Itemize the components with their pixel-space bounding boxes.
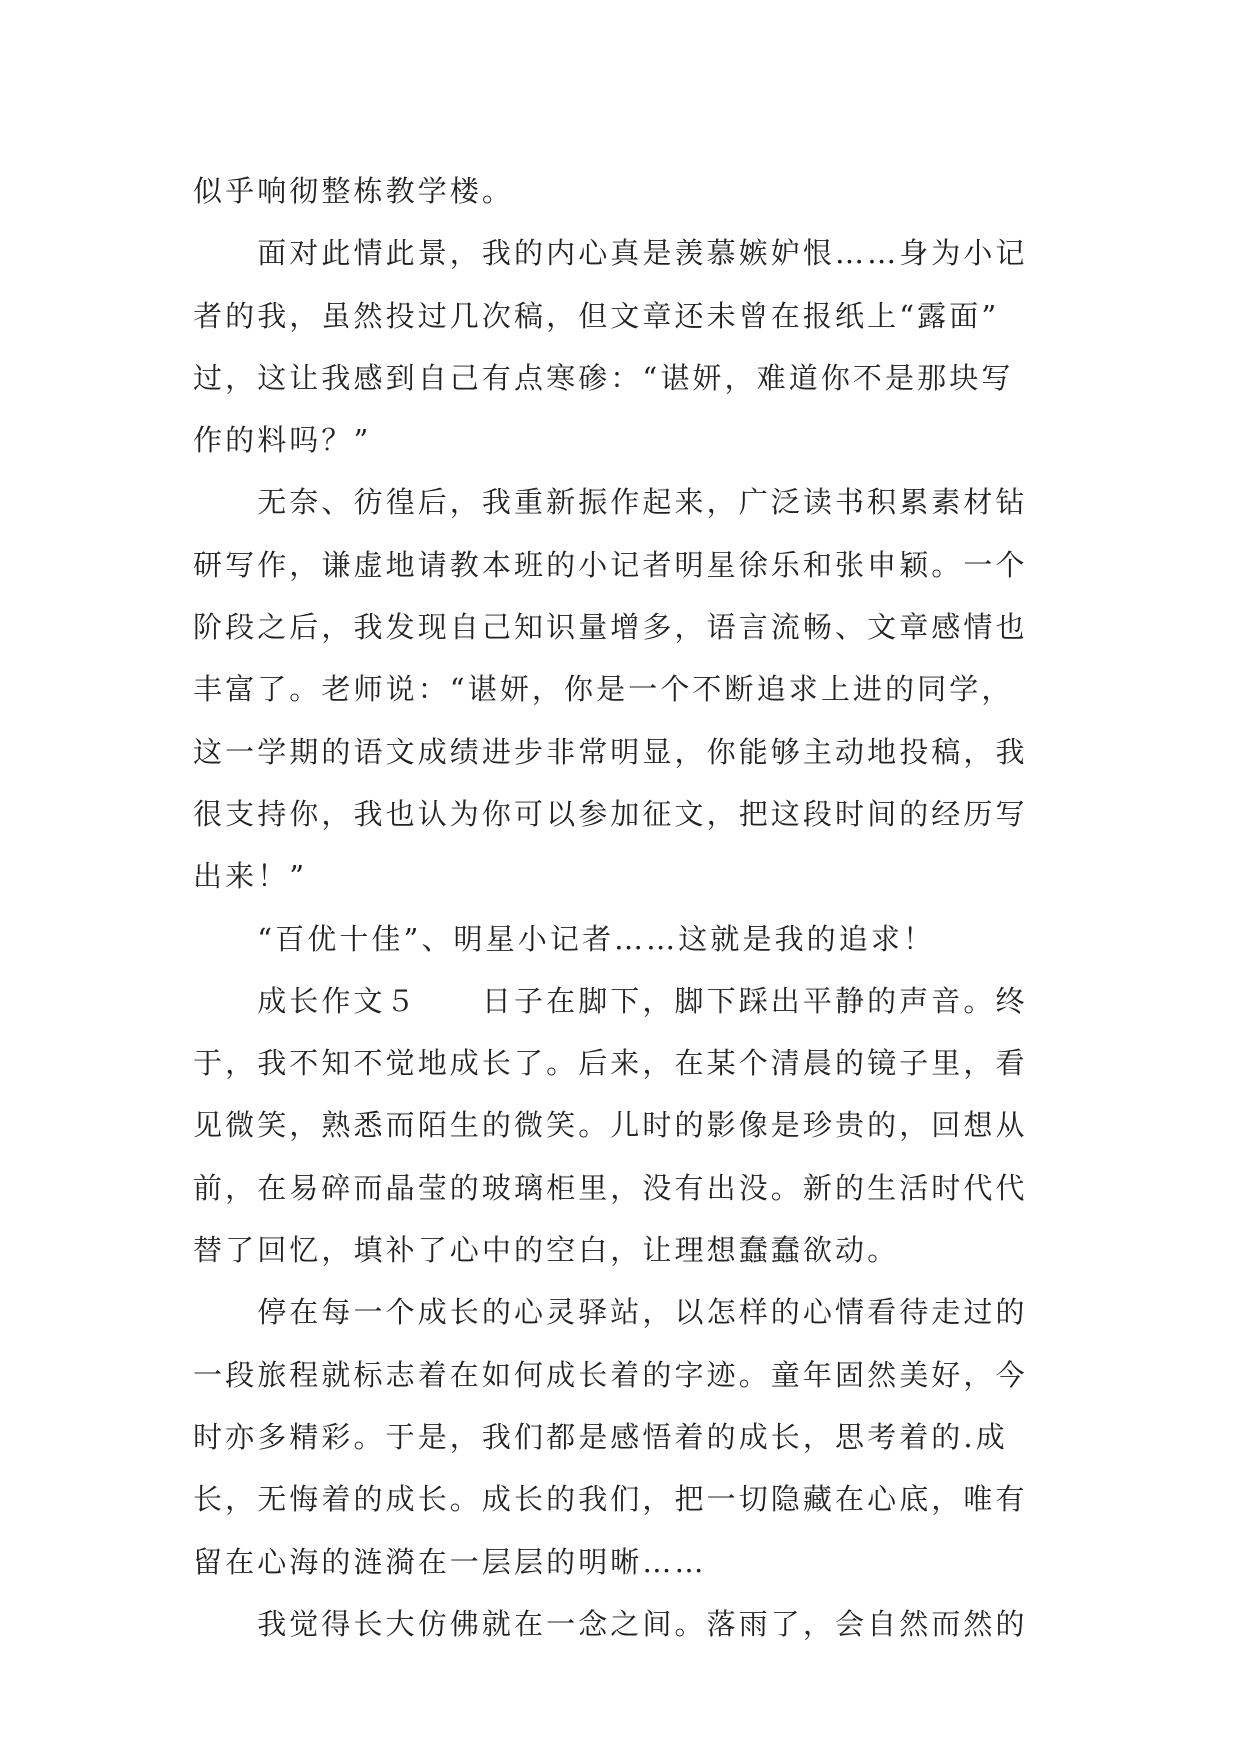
text-line: 者的我，虽然投过几次稿，但文章还未曾在报纸上“露面”: [193, 298, 1000, 333]
text-line: 面对此情此景，我的内心真是羡慕嫉妒恨……身为小记: [193, 236, 1028, 271]
text-line: 时亦多精彩。于是，我们都是感悟着的成长，思考着的.成: [193, 1419, 1008, 1454]
text-line: 前，在易碎而晶莹的玻璃柜里，没有出没。新的生活时代代: [193, 1170, 1028, 1205]
text-line: 研写作，谦虚地请教本班的小记者明星徐乐和张申颖。一个: [193, 547, 1028, 582]
text-line: 丰富了。老师说：“谌妍，你是一个不断追求上进的同学，: [193, 672, 1014, 707]
text-line: 成长作文５ 日子在脚下，脚下踩出平静的声音。终: [193, 983, 1028, 1018]
text-line: 我觉得长大仿佛就在一念之间。落雨了，会自然而然的: [193, 1606, 1028, 1641]
text-line: 于，我不知不觉地成长了。后来，在某个清晨的镜子里，看: [193, 1046, 1028, 1081]
text-line: 长，无悔着的成长。成长的我们，把一切隐藏在心底，唯有: [193, 1482, 1028, 1517]
text-line: 见微笑，熟悉而陌生的微笑。儿时的影像是珍贵的，回想从: [193, 1108, 1028, 1143]
text-line: 过，这让我感到自己有点寒碜：“谌妍，难道你不是那块写: [193, 360, 1014, 395]
text-line: “百优十佳”、明星小记者……这就是我的追求！: [193, 921, 936, 956]
text-line: 这一学期的语文成绩进步非常明显，你能够主动地投稿，我: [193, 734, 1028, 769]
text-line: 替了回忆，填补了心中的空白，让理想蠢蠢欲动。: [193, 1233, 900, 1268]
text-line: 作的料吗？”: [193, 423, 372, 458]
text-line: 出来！”: [193, 859, 308, 894]
text-line: 无奈、彷徨后，我重新振作起来，广泛读书积累素材钻: [193, 485, 1028, 520]
text-line: 似乎响彻整栋教学楼。: [193, 174, 515, 208]
text-line: 留在心海的涟漪在一层层的明晰……: [193, 1544, 707, 1579]
body-text: [193, 160, 1063, 1655]
text-line: 一段旅程就标志着在如何成长着的字迹。童年固然美好，今: [193, 1357, 1028, 1392]
text-line: 阶段之后，我发现自己知识量增多，语言流畅、文章感情也: [193, 610, 1028, 645]
text-line: 很支持你，我也认为你可以参加征文，把这段时间的经历写: [193, 796, 1028, 831]
text-line: 停在每一个成长的心灵驿站，以怎样的心情看待走过的: [193, 1295, 1028, 1330]
